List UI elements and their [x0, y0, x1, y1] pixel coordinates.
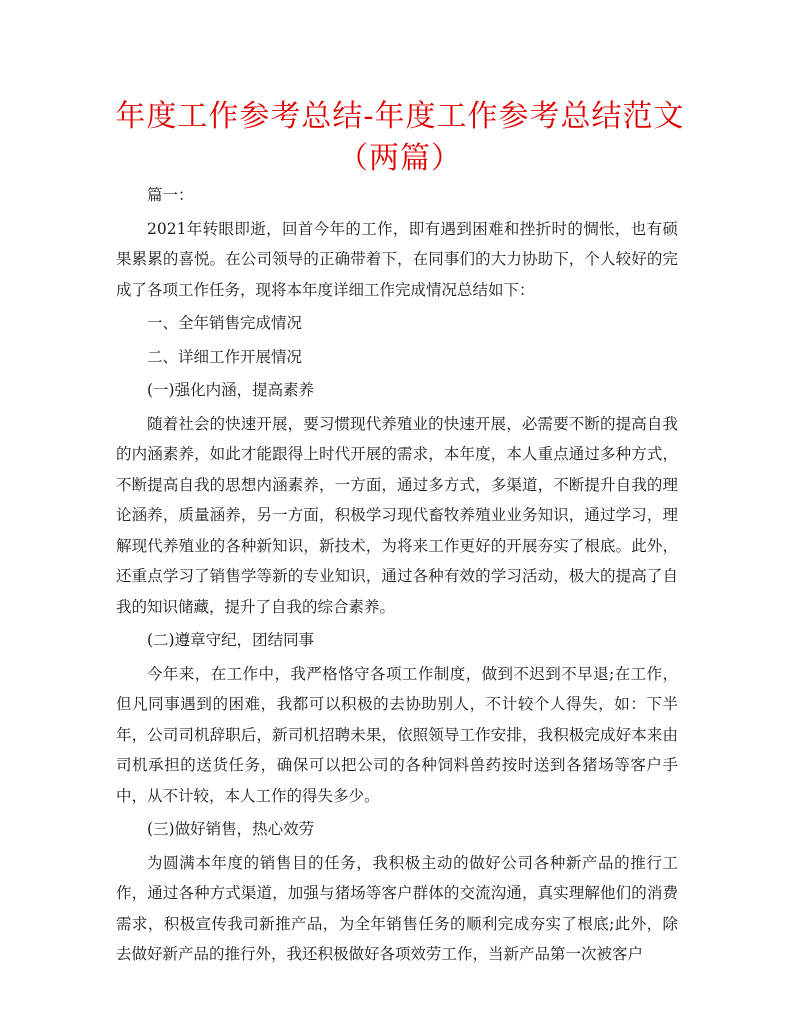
- document-body: [116, 180, 678, 973]
- section-label: 篇一：: [147, 186, 194, 204]
- paragraph: 随着社会的快速开展，要习惯现代养殖业的快速开展，必需要不断的提高自我的内涵素养，如此才能跟得上时代开展的需求，本年度，本人重点通过多种方式，不断提高自我的思想内涵素养，一方面，通过多方式，多渠道，不断提升自我的理论涵养，质量涵养，另一方面，积极学习现代畜牧养殖业业务知识，通过学习，理解现代养殖业的各种新知识，新技术，为将来工作更好的开展夯实了根底。此外，还重点学习了销售学等新的专业知识，通过各种有效的学习活动，极大的提高了自我的知识储藏，提升了自我的综合素养。: [116, 414, 678, 616]
- subheading: (二)遵章守纪，团结同事: [147, 631, 315, 649]
- subheading: (一)强化内涵，提高素养: [147, 381, 315, 399]
- heading-sales: 一、全年销售完成情况: [147, 314, 303, 332]
- subheading: (三)做好销售，热心效劳: [147, 820, 315, 838]
- paragraph: 今年来，在工作中，我严格恪守各项工作制度，做到不迟到不早退;在工作，但凡同事遇到的困难，我都可以积极的去协助别人，不计较个人得失，如：下半年，公司司机辞职后，新司机招聘未果，依照领导工作安排，我积极完成好本来由司机承担的送货任务，确保可以把公司的各种饲料兽药按时送到各猪场等客户手中，从不计较，本人工作的得失多少。: [116, 664, 678, 805]
- page-title: 年度工作参考总结-年度工作参考总结范文（两篇）: [115, 99, 685, 176]
- paragraph: 2021年转眼即逝，回首今年的工作，即有遇到困难和挫折时的惆怅，也有硕果累累的喜悦。在公司领导的正确带着下，在同事们的大力协助下，个人较好的完成了各项工作任务，现将本年度详细工作完成情况总结如下：: [116, 219, 678, 299]
- paragraph: 为圆满本年度的销售目的任务，我积极主动的做好公司各种新产品的推行工作，通过各种方式渠道，加强与猪场等客户群体的交流沟通，真实理解他们的消费需求，积极宣传我司新推产品，为全年销售任务的顺利完成夯实了根底;此外，除去做好新产品的推行外，我还积极做好各项效劳工作，当新产品第一次被客户: [116, 853, 678, 963]
- heading-work: 二、详细工作开展情况: [147, 347, 303, 366]
